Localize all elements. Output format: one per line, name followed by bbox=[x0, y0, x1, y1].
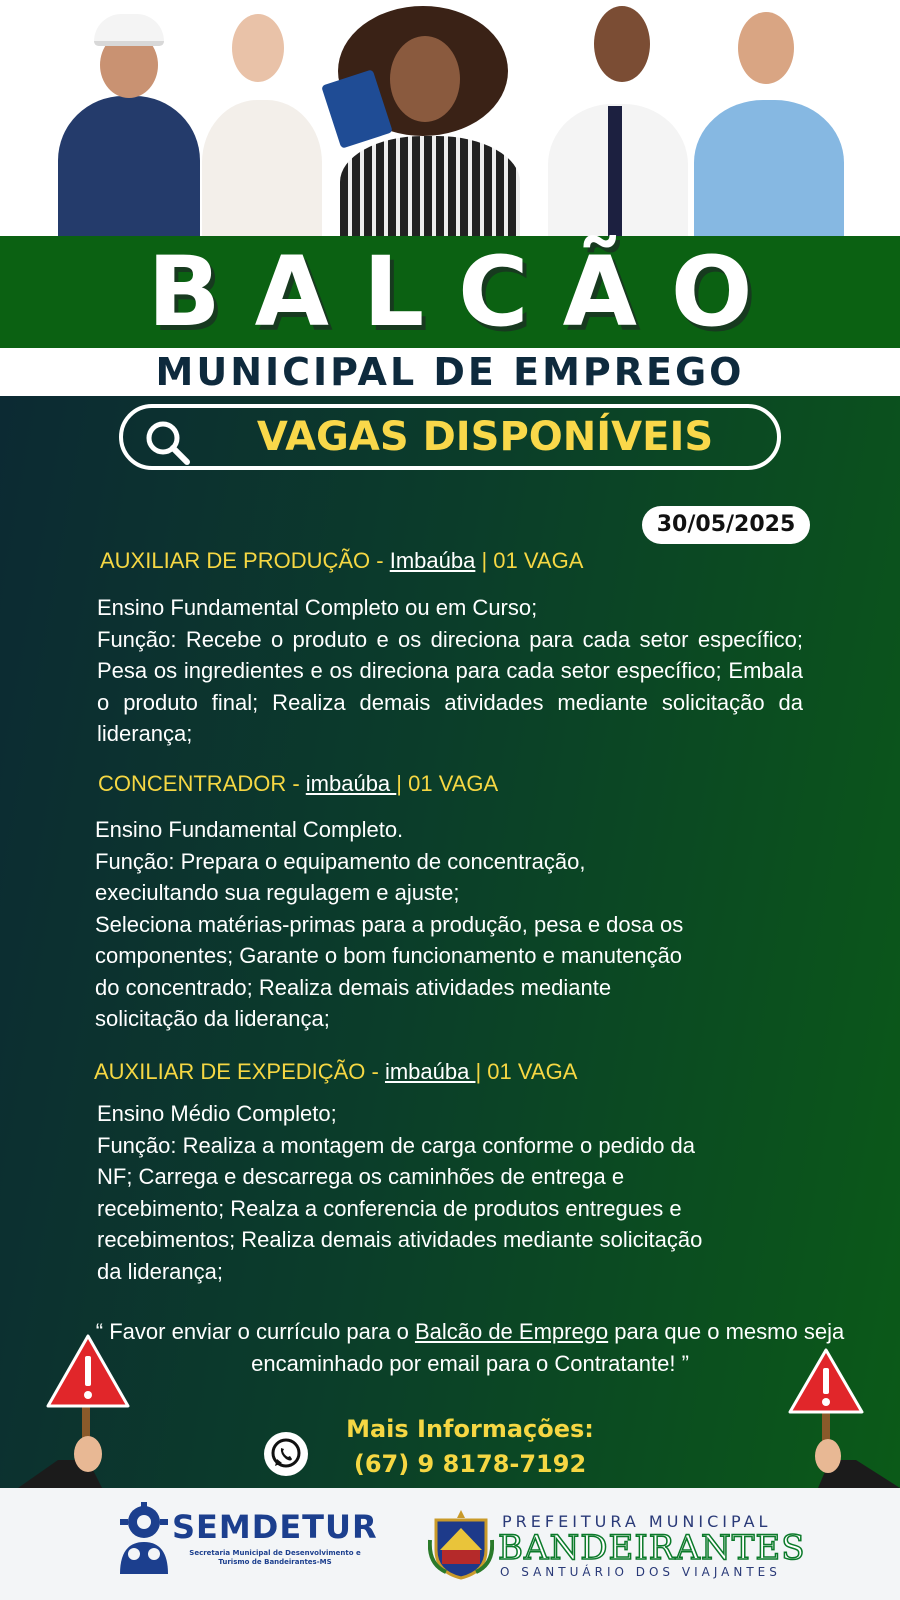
search-icon bbox=[143, 418, 191, 466]
notice-text-before: “ Favor enviar o currículo para o bbox=[95, 1319, 415, 1344]
job-title-auxiliar-expedicao bbox=[94, 1059, 577, 1085]
job-location: imbaúba bbox=[305, 771, 397, 796]
job-title-concentrador bbox=[98, 771, 498, 797]
job-line: Função: Prepara o equipamento de concentração, bbox=[95, 848, 586, 874]
job-location: Imbaúba bbox=[389, 548, 476, 573]
job-title-text: AUXILIAR DE PRODUÇÃO - bbox=[100, 548, 390, 573]
job-line: Ensino Médio Completo; bbox=[97, 1101, 337, 1126]
semdetur-logo-icon bbox=[116, 1502, 172, 1574]
job-title-text: CONCENTRADOR - bbox=[98, 771, 306, 796]
job-line: solicitação da liderança; bbox=[95, 1006, 330, 1031]
job-line: da liderança; bbox=[97, 1258, 223, 1284]
job-description-auxiliar-producao bbox=[97, 592, 803, 750]
warning-sign-left-icon bbox=[18, 1332, 138, 1488]
job-line: Seleciona matérias-primas para a produção, pesa e dosa os bbox=[95, 911, 684, 937]
job-location: imbaúba bbox=[384, 1059, 476, 1084]
worker-photo bbox=[58, 0, 200, 236]
job-description-auxiliar-expedicao bbox=[97, 1098, 817, 1287]
warning-sign-right-icon bbox=[770, 1348, 900, 1488]
semdetur-subtitle: Secretaria Municipal de Desenvolvimento e Turismo de Bandeirantes-MS bbox=[189, 1549, 361, 1566]
more-info-label: Mais Informações: bbox=[346, 1415, 594, 1443]
job-vacancy-count: | 01 VAGA bbox=[475, 548, 584, 573]
whatsapp-icon[interactable] bbox=[264, 1432, 308, 1476]
job-vacancy-count: | 01 VAGA bbox=[396, 771, 499, 796]
date-badge: 30/05/2025 bbox=[642, 506, 810, 544]
vagas-disponiveis-label: VAGAS DISPONÍVEIS bbox=[256, 414, 714, 460]
balcao-emprego-link[interactable]: Balcão de Emprego bbox=[414, 1319, 609, 1344]
curriculum-notice bbox=[90, 1316, 850, 1380]
woman-pointing-photo bbox=[196, 0, 326, 236]
job-line: componentes; Garante o bom funcionamento e manutenção bbox=[95, 943, 683, 968]
city-tagline: O SANTUÁRIO DOS VIAJANTES bbox=[500, 1565, 781, 1579]
job-title-text: AUXILIAR DE EXPEDIÇÃO - bbox=[94, 1059, 385, 1084]
job-function: Função: Recebe o produto e os direciona para cada setor específico; Pesa os ingredientes e os direciona para cada setor específico; Embala o produto final; Realiza demais atividades mediante solicitação da liderança; bbox=[97, 626, 803, 746]
job-line: Ensino Fundamental Completo. bbox=[95, 817, 404, 842]
job-line: Função: Realiza a montagem de carga conforme o pedido da bbox=[97, 1132, 696, 1158]
semdetur-name: SEMDETUR bbox=[172, 1508, 378, 1546]
job-vacancy-count: | 01 VAGA bbox=[475, 1059, 578, 1084]
prefeitura-label: PREFEITURA MUNICIPAL bbox=[502, 1512, 772, 1531]
job-line: recebimento; Realza a conferencia de produtos entregues e bbox=[97, 1195, 682, 1221]
contact-phone[interactable]: (67) 9 8178-7192 bbox=[353, 1450, 587, 1478]
job-line: execiultando sua regulagem e ajuste; bbox=[95, 880, 460, 905]
notice-text-after: para que o mesmo seja encaminhado por email para o Contratante! ” bbox=[251, 1319, 845, 1376]
city-name: BANDEIRANTES bbox=[498, 1528, 806, 1568]
man-in-suit-photo bbox=[540, 0, 690, 236]
header-photo-strip bbox=[0, 0, 900, 236]
municipal-crest-icon bbox=[428, 1510, 494, 1580]
job-line: do concentrado; Realiza demais atividades mediante bbox=[95, 974, 612, 1000]
page-subtitle: MUNICIPAL DE EMPREGO bbox=[155, 350, 745, 394]
job-title-auxiliar-producao bbox=[100, 548, 583, 574]
page-title: BALCÃO bbox=[147, 236, 787, 348]
woman-with-document-photo bbox=[320, 0, 540, 236]
job-description-concentrador bbox=[95, 814, 815, 1035]
job-requirement: Ensino Fundamental Completo ou em Curso; bbox=[97, 595, 538, 620]
job-line: recebimentos; Realiza demais atividades mediante solicitação bbox=[97, 1227, 703, 1252]
job-line: NF; Carrega e descarrega os caminhões de entrega e bbox=[97, 1164, 625, 1189]
nurse-photo bbox=[690, 0, 850, 236]
